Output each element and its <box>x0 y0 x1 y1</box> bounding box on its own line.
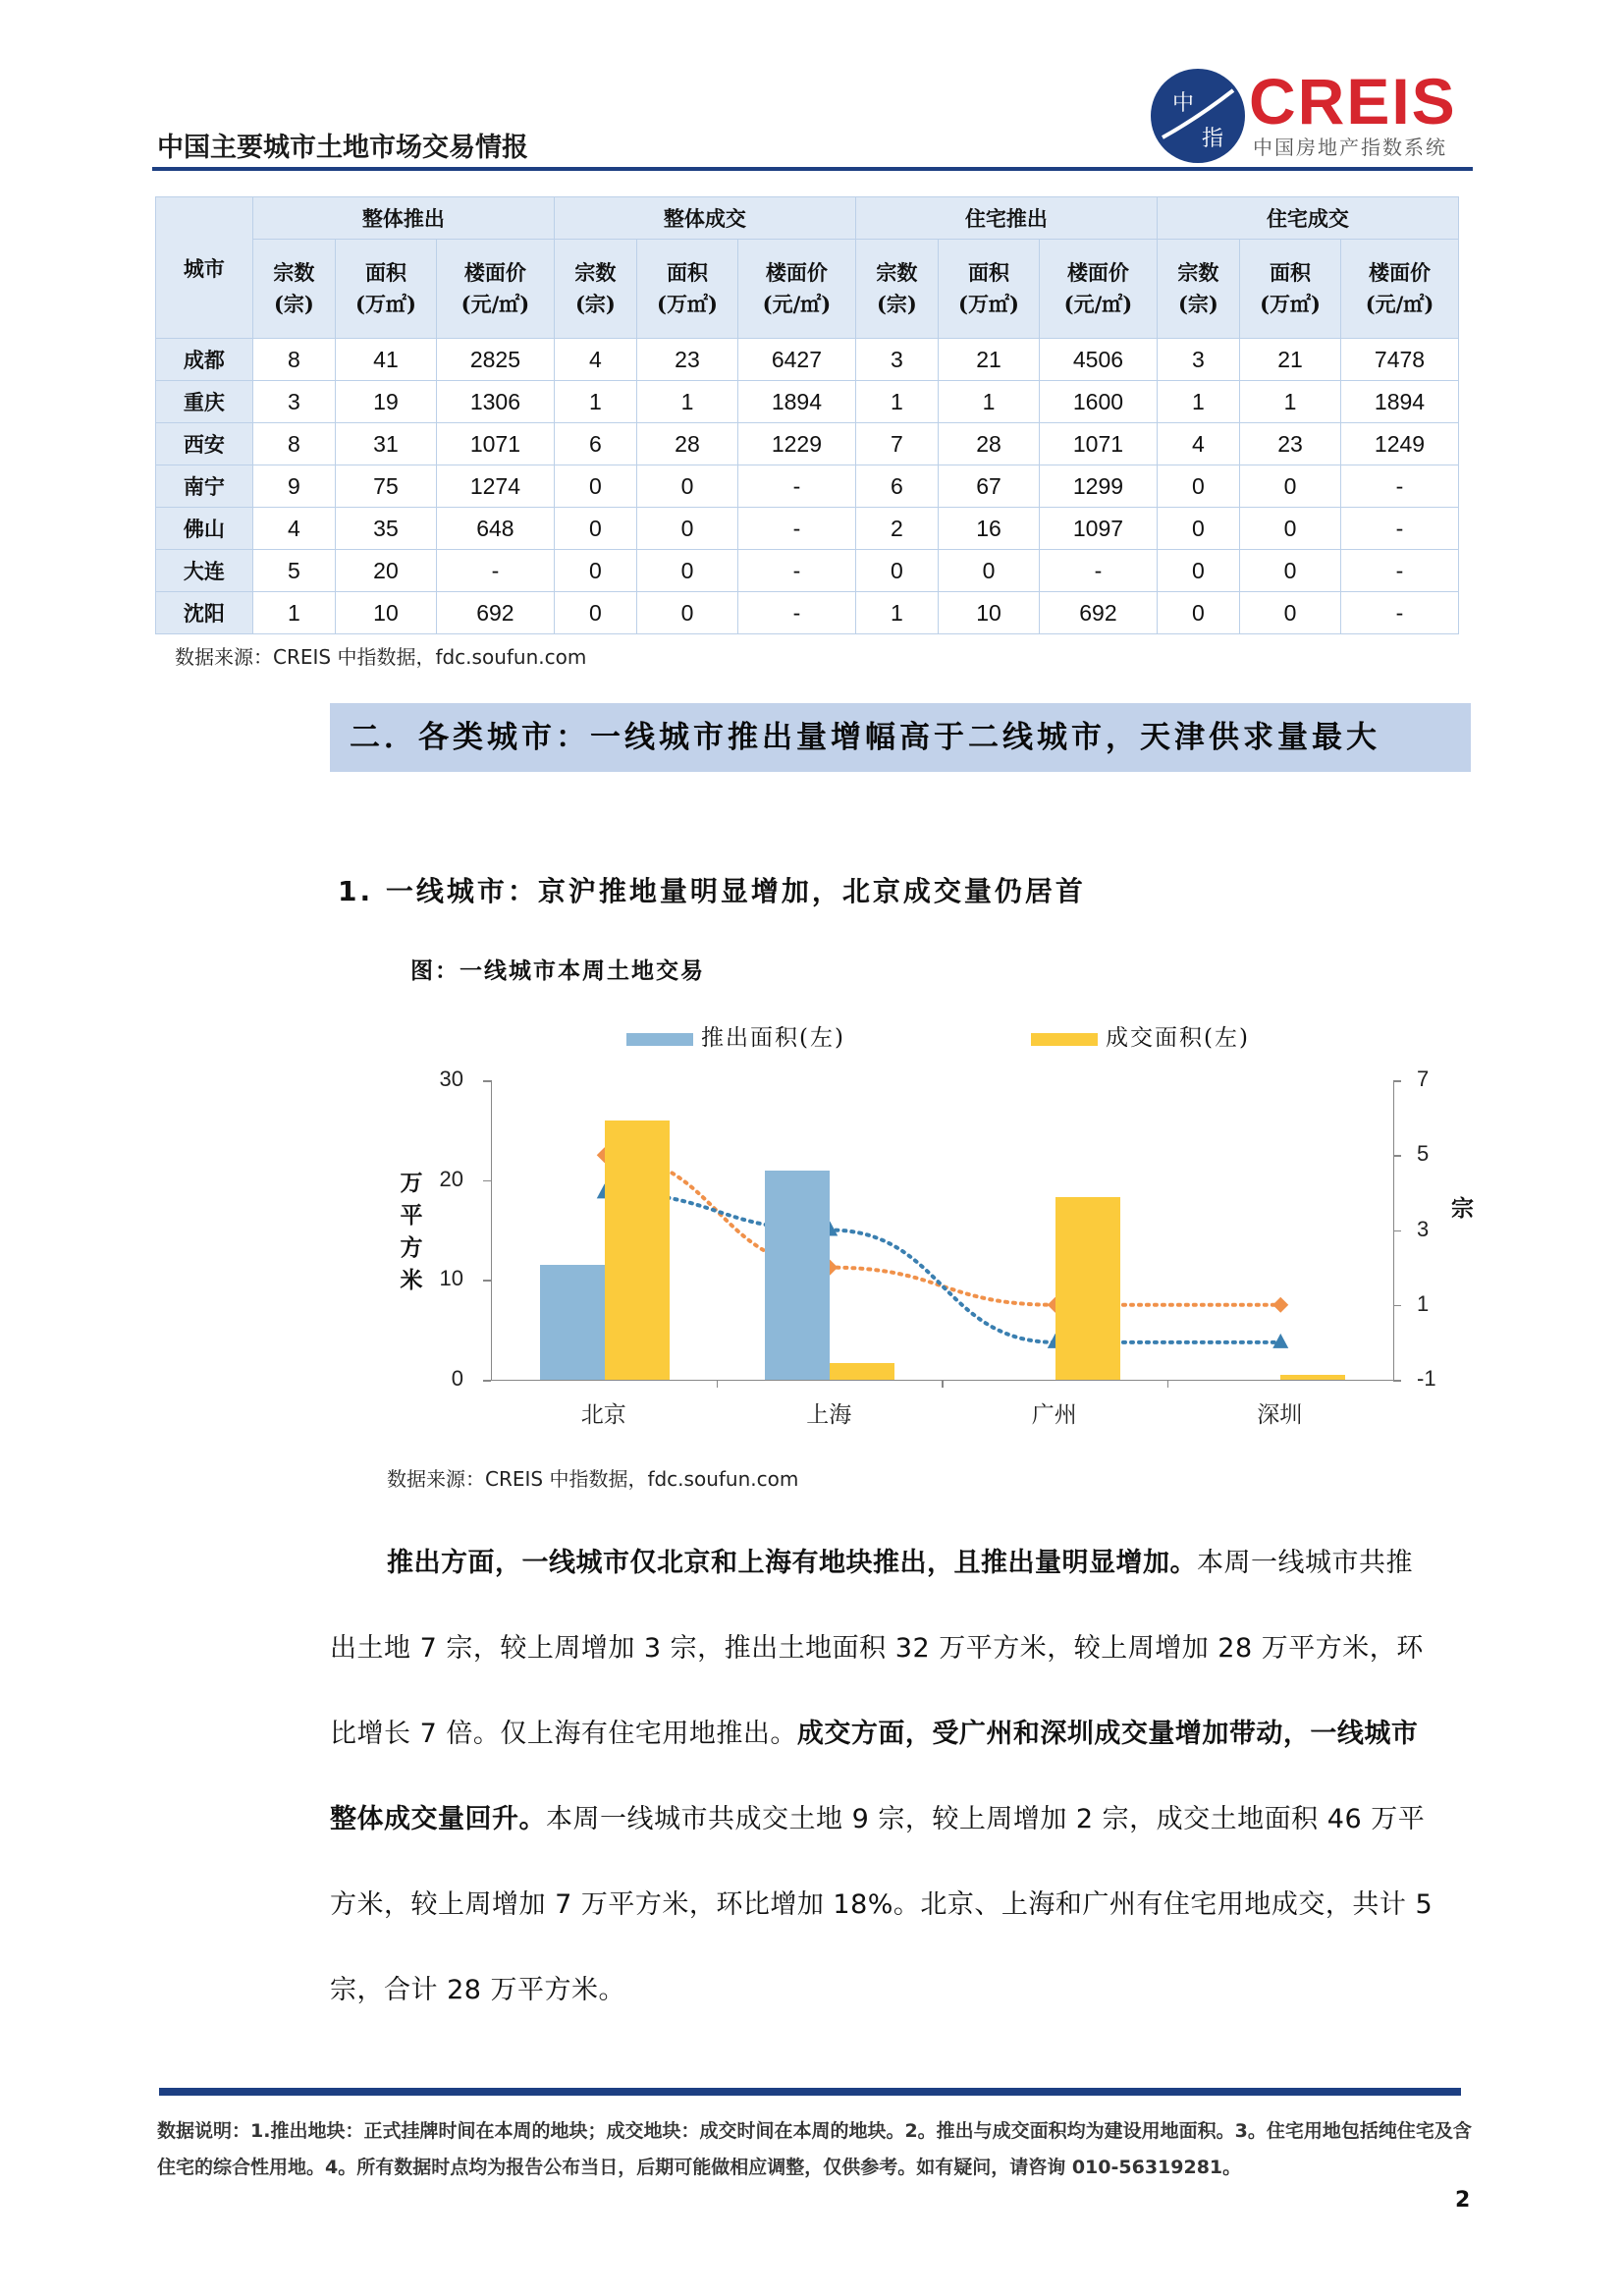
table-row <box>156 508 1459 550</box>
sub-header-cell <box>554 240 636 339</box>
legend-supply-swatch <box>626 1033 693 1046</box>
body-line <box>330 1631 1473 1667</box>
table-cell: 21 <box>938 339 1039 381</box>
table-cell: 67 <box>938 465 1039 508</box>
x-category-label: 北京 <box>580 1402 626 1428</box>
sub-header-unit: (宗) <box>876 292 917 316</box>
table-cell: 0 <box>554 592 636 634</box>
city-cell: 重庆 <box>156 381 253 423</box>
x-tick <box>717 1380 719 1388</box>
sub-header-name: 楼面价 <box>1066 260 1129 285</box>
table-cell: 31 <box>335 423 436 465</box>
table-cell: 0 <box>1157 465 1239 508</box>
city-land-table <box>155 196 1459 634</box>
group-header: 住宅推出 <box>855 197 1157 240</box>
table-cell: - <box>1341 550 1459 592</box>
table-cell: - <box>1341 508 1459 550</box>
table-cell: 1 <box>636 381 737 423</box>
y-right-tick-label: 7 <box>1417 1066 1430 1091</box>
chart-source: 数据来源：CREIS 中指数据，fdc.soufun.com <box>387 1467 799 1491</box>
sub-header-name: 楼面价 <box>1369 260 1432 285</box>
sub-header-name: 面积 <box>967 260 1009 285</box>
table-cell: 692 <box>1040 592 1158 634</box>
sub-header-cell <box>1341 240 1459 339</box>
footer-divider <box>159 2088 1461 2096</box>
creis-logo-emblem <box>1151 69 1245 163</box>
y-axis-right-label: 宗 <box>1451 1195 1474 1222</box>
table-cell: 28 <box>938 423 1039 465</box>
legend-deal-swatch <box>1031 1033 1098 1046</box>
bar-deal-area <box>830 1363 894 1380</box>
body-text: 宗，合计 28 万平方米。 <box>330 1975 626 2005</box>
x-category-label: 上海 <box>806 1402 852 1428</box>
table-cell: 2825 <box>436 339 554 381</box>
y-right-tick <box>1393 1080 1401 1082</box>
page-number: 2 <box>1455 2188 1471 2213</box>
table-cell: 0 <box>1239 508 1340 550</box>
table-cell: 8 <box>252 339 335 381</box>
table-cell: 0 <box>636 592 737 634</box>
city-cell: 成都 <box>156 339 253 381</box>
report-title: 中国主要城市土地市场交易情报 <box>157 133 528 163</box>
table-cell: 19 <box>335 381 436 423</box>
sub-header-unit: (元/㎡) <box>1063 292 1133 316</box>
sub-header-cell <box>636 240 737 339</box>
city-cell: 南宁 <box>156 465 253 508</box>
sub-header-unit: (宗) <box>273 292 314 316</box>
body-text: 方米，较上周增加 7 万平方米，环比增加 18%。北京、上海和广州有住宅用地成交，共计 5 <box>330 1889 1434 1920</box>
chart-title: 图：一线城市本周土地交易 <box>410 957 705 984</box>
x-category-label: 广州 <box>1031 1402 1077 1428</box>
emphasis-text: 整体成交量回升。 <box>330 1804 546 1834</box>
logo-char-zhong: 中 <box>1172 91 1195 116</box>
sub-header-cell <box>252 240 335 339</box>
sub-header-cell <box>1157 240 1239 339</box>
sub-header-unit: (宗) <box>574 292 616 316</box>
body-line <box>330 1973 1473 2008</box>
table-cell: 4 <box>1157 423 1239 465</box>
bar-deal-area <box>605 1121 670 1380</box>
sub-header-name: 面积 <box>364 260 406 285</box>
body-line <box>330 1546 1530 1581</box>
legend-deal-area <box>1031 1019 1250 1052</box>
city-cell: 大连 <box>156 550 253 592</box>
sub-header-unit: (宗) <box>1177 292 1218 316</box>
table-cell: 3 <box>1157 339 1239 381</box>
y-right-tick-label: 1 <box>1417 1290 1430 1316</box>
table-cell: 1 <box>252 592 335 634</box>
city-column-header: 城市 <box>156 197 253 339</box>
body-line <box>330 1717 1473 1752</box>
table-cell: 0 <box>855 550 938 592</box>
sub-header-cell <box>1040 240 1158 339</box>
table-cell: 35 <box>335 508 436 550</box>
table-cell: 0 <box>554 550 636 592</box>
group-header: 整体推出 <box>252 197 554 240</box>
table-cell: 1 <box>1157 381 1239 423</box>
line-supply-count <box>605 1192 1281 1342</box>
table-cell: - <box>1040 550 1158 592</box>
chart-plot-area <box>491 1080 1394 1381</box>
sub-header-name: 面积 <box>1270 260 1311 285</box>
marker-diamond <box>1272 1297 1288 1313</box>
table-cell: 1097 <box>1040 508 1158 550</box>
bar-deal-area <box>1280 1375 1345 1380</box>
legend-deal-label: 成交面积(左) <box>1106 1025 1250 1051</box>
sub-header-cell <box>335 240 436 339</box>
table-cell: 0 <box>1157 592 1239 634</box>
table-cell: 692 <box>436 592 554 634</box>
table-cell: 10 <box>335 592 436 634</box>
bar-supply-area <box>540 1265 605 1380</box>
table-row <box>156 465 1459 508</box>
body-text: 出土地 7 宗，较上周增加 3 宗，推出土地面积 32 万平方米，较上周增加 28 万平方米，环 <box>330 1633 1424 1664</box>
table-cell: 4506 <box>1040 339 1158 381</box>
table-cell: 75 <box>335 465 436 508</box>
y-right-tick <box>1393 1380 1401 1382</box>
table-cell: 1894 <box>738 381 856 423</box>
y-right-tick <box>1393 1230 1401 1232</box>
sub-header-cell <box>855 240 938 339</box>
body-text: 比增长 7 倍。仅上海有住宅用地推出。 <box>330 1719 797 1749</box>
city-cell: 沈阳 <box>156 592 253 634</box>
table-cell: 8 <box>252 423 335 465</box>
table-cell: - <box>738 592 856 634</box>
y-left-tick-label: 20 <box>439 1166 463 1191</box>
table-cell: 2 <box>855 508 938 550</box>
sub-header-name: 楼面价 <box>765 260 828 285</box>
group-header: 整体成交 <box>554 197 855 240</box>
y-right-tick-label: 5 <box>1417 1141 1430 1167</box>
sub-header-cell <box>938 240 1039 339</box>
table-cell: 28 <box>636 423 737 465</box>
table-cell: 1 <box>855 381 938 423</box>
table-cell: 0 <box>636 508 737 550</box>
sub-header-cell <box>738 240 856 339</box>
group-header: 住宅成交 <box>1157 197 1458 240</box>
table-cell: 0 <box>636 550 737 592</box>
sub-header-unit: (元/㎡) <box>1365 292 1434 316</box>
bar-supply-area <box>765 1171 830 1381</box>
table-cell: 20 <box>335 550 436 592</box>
table-cell: 1274 <box>436 465 554 508</box>
table-cell: 0 <box>554 465 636 508</box>
sub-header-name: 楼面价 <box>463 260 526 285</box>
table-cell: - <box>738 550 856 592</box>
sub-header-row <box>156 240 1459 339</box>
table-cell: 4 <box>252 508 335 550</box>
table-cell: 1306 <box>436 381 554 423</box>
table-cell: 21 <box>1239 339 1340 381</box>
y-left-tick <box>483 1080 491 1082</box>
table-cell: 648 <box>436 508 554 550</box>
table-cell: 0 <box>1157 508 1239 550</box>
y-left-tick-label: 0 <box>451 1366 463 1391</box>
subsection-heading: 1. 一线城市：京沪推地量明显增加，北京成交量仍居首 <box>338 875 1086 907</box>
sub-header-unit: (万㎡) <box>1260 292 1321 316</box>
table-cell: 1894 <box>1341 381 1459 423</box>
table-cell: 9 <box>252 465 335 508</box>
bar-deal-area <box>1055 1197 1120 1380</box>
table-cell: 0 <box>554 508 636 550</box>
sub-header-name: 宗数 <box>574 260 617 285</box>
emphasis-text: 推出方面，一线城市仅北京和上海有地块推出，且推出量明显增加。 <box>387 1548 1197 1578</box>
table-cell: 1 <box>938 381 1039 423</box>
table-cell: 1 <box>1239 381 1340 423</box>
table-cell: 0 <box>1239 465 1340 508</box>
table-cell: 1071 <box>1040 423 1158 465</box>
table-row <box>156 381 1459 423</box>
table-cell: 7 <box>855 423 938 465</box>
table-cell: 6 <box>554 423 636 465</box>
table-cell: 16 <box>938 508 1039 550</box>
table-cell: 0 <box>1239 592 1340 634</box>
table-cell: 23 <box>1239 423 1340 465</box>
body-line <box>330 1802 1473 1837</box>
table-cell: 7478 <box>1341 339 1459 381</box>
y-left-tick-label: 10 <box>439 1266 463 1291</box>
y-left-tick <box>483 1180 491 1182</box>
table-row <box>156 423 1459 465</box>
creis-logo-subtitle: 中国房地产指数系统 <box>1253 136 1447 159</box>
table-cell: 1071 <box>436 423 554 465</box>
table-cell: 0 <box>1239 550 1340 592</box>
table-cell: - <box>436 550 554 592</box>
line-deal-count <box>605 1155 1281 1305</box>
table-cell: - <box>1341 592 1459 634</box>
sub-header-unit: (万㎡) <box>355 292 416 316</box>
table-cell: - <box>738 465 856 508</box>
sub-header-unit: (元/㎡) <box>460 292 530 316</box>
y-axis-left-label: 万平方米 <box>400 1170 423 1293</box>
table-cell: - <box>1341 465 1459 508</box>
table-cell: 41 <box>335 339 436 381</box>
table-cell: 4 <box>554 339 636 381</box>
table-cell: 0 <box>636 465 737 508</box>
body-line <box>330 1887 1473 1923</box>
city-cell: 佛山 <box>156 508 253 550</box>
sub-header-unit: (元/㎡) <box>762 292 832 316</box>
sub-header-unit: (万㎡) <box>657 292 718 316</box>
y-right-tick-label: -1 <box>1417 1366 1436 1391</box>
table-cell: 0 <box>1157 550 1239 592</box>
emphasis-text: 成交方面，受广州和深圳成交量增加带动，一线城市 <box>796 1719 1419 1749</box>
table-cell: 10 <box>938 592 1039 634</box>
sub-header-name: 宗数 <box>273 260 315 285</box>
table-cell: 6 <box>855 465 938 508</box>
footer-data-note: 数据说明：1.推出地块：正式挂牌时间在本周的地块；成交地块：成交时间在本周的地块。2。推出与成交面积均为建设用地面积。3。住宅用地包括纯住宅及含住宅的综合性用地。4。所有数据时点均为报告公布当日，后期可能做相应调整，仅供参考。如有疑问，请咨询 010-56319281。 <box>157 2120 1472 2178</box>
y-right-tick-label: 3 <box>1417 1216 1430 1241</box>
table-cell: 1299 <box>1040 465 1158 508</box>
table-body <box>156 339 1459 634</box>
table-cell: 1229 <box>738 423 856 465</box>
sub-header-cell <box>436 240 554 339</box>
table-cell: 3 <box>252 381 335 423</box>
table-cell: 0 <box>938 550 1039 592</box>
body-text: 本周一线城市共成交土地 9 宗，较上周增加 2 宗，成交土地面积 46 万平 <box>546 1804 1426 1834</box>
table-cell: - <box>738 508 856 550</box>
y-left-tick-label: 30 <box>439 1066 463 1091</box>
table-cell: 1249 <box>1341 423 1459 465</box>
table-source: 数据来源：CREIS 中指数据，fdc.soufun.com <box>175 645 587 669</box>
section-banner: 二．各类城市：一线城市推出量增幅高于二线城市，天津供求量最大 <box>330 703 1471 772</box>
table-row <box>156 592 1459 634</box>
sub-header-name: 宗数 <box>876 260 918 285</box>
table-row <box>156 550 1459 592</box>
table-cell: 3 <box>855 339 938 381</box>
y-right-tick <box>1393 1155 1401 1157</box>
table-cell: 5 <box>252 550 335 592</box>
creis-logo-word: CREIS <box>1249 65 1457 137</box>
sub-header-unit: (万㎡) <box>958 292 1019 316</box>
logo-char-zhi: 指 <box>1202 127 1224 151</box>
x-category-label: 深圳 <box>1257 1402 1303 1428</box>
y-left-tick <box>483 1380 491 1382</box>
table-row <box>156 339 1459 381</box>
table-cell: 1 <box>855 592 938 634</box>
table-cell: 1600 <box>1040 381 1158 423</box>
sub-header-name: 面积 <box>666 260 708 285</box>
x-tick <box>1167 1380 1169 1388</box>
sub-header-name: 宗数 <box>1177 260 1219 285</box>
header-divider <box>152 167 1473 171</box>
y-right-tick <box>1393 1305 1401 1307</box>
legend-supply-label: 推出面积(左) <box>701 1025 845 1051</box>
city-cell: 西安 <box>156 423 253 465</box>
table-cell: 6427 <box>738 339 856 381</box>
table-cell: 1 <box>554 381 636 423</box>
sub-header-cell <box>1239 240 1340 339</box>
x-tick <box>942 1380 944 1388</box>
y-left-tick <box>483 1280 491 1282</box>
legend-supply-area <box>626 1019 845 1052</box>
body-text: 本周一线城市共推 <box>1197 1548 1413 1578</box>
table-cell: 23 <box>636 339 737 381</box>
